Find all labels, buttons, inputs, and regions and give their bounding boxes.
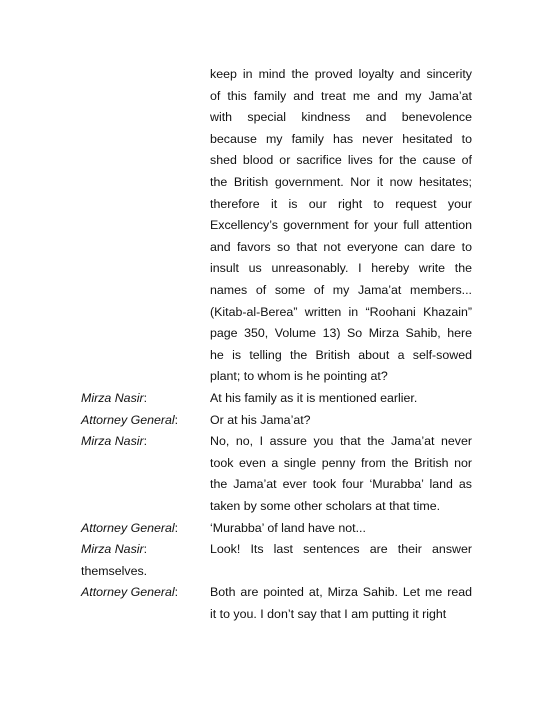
- passage-line: keep in mind the proved loyalty and sincerity: [210, 67, 472, 81]
- dialogue-transcript: [81, 388, 472, 626]
- speaker-label: [81, 431, 210, 453]
- passage-line: shed blood or sacrifice lives for the cause of: [210, 153, 472, 168]
- dialogue-entry: [81, 518, 472, 540]
- speech-text: [210, 518, 472, 540]
- speech-line: taken by some other scholars at that time.: [210, 498, 441, 513]
- speech-line: No, no, I assure you that the Jama’at never: [210, 434, 472, 449]
- passage-line: therefore it is our right to request your: [210, 196, 472, 211]
- speech-text: [210, 431, 472, 517]
- speech-line: the Jama’at ever took four ‘Murabba’ land as: [210, 477, 472, 492]
- passage-line: Excellency’s government for your full attention: [210, 218, 472, 233]
- speaker-colon: :: [174, 412, 179, 427]
- speaker-name: Mirza Nasir: [81, 391, 144, 405]
- speaker-name: Attorney General: [81, 585, 175, 600]
- speaker-colon: :: [143, 434, 148, 449]
- speaker-name: Mirza Nasir: [81, 434, 144, 449]
- dialogue-entry: [81, 410, 472, 432]
- dialogue-entry: [81, 431, 472, 517]
- speech-overflow-line: themselves.: [81, 563, 148, 578]
- speaker-colon: :: [143, 391, 148, 405]
- speech-line: Both are pointed at, Mirza Sahib. Let me read: [210, 585, 472, 600]
- passage-line: and favors so that not everyone can dare to: [210, 239, 472, 254]
- speaker-colon: :: [143, 542, 148, 557]
- speech-line: Look! Its last sentences are their answer: [210, 542, 472, 557]
- speaker-colon: :: [174, 520, 179, 535]
- speaker-name: Mirza Nasir: [81, 542, 144, 557]
- speech-line: took even a single penny from the British nor: [210, 455, 472, 470]
- dialogue-entry: [81, 388, 472, 410]
- speaker-colon: :: [174, 585, 179, 600]
- speaker-label: [81, 410, 210, 432]
- passage-line: the British government. Nor it now hesitates;: [210, 174, 472, 189]
- passage-line: with special kindness and benevolence: [210, 110, 472, 125]
- speech-text: [210, 539, 472, 561]
- quoted-passage-continuation: [210, 64, 472, 388]
- passage-line: because my family has never hesitated to: [210, 131, 472, 146]
- passage-line: page 350, Volume 13) So Mirza Sahib, here: [210, 326, 472, 341]
- speech-text: [210, 410, 472, 432]
- passage-line: (Kitab-al-Berea” written in “Roohani Khazain”: [210, 304, 472, 319]
- passage-line: names of some of my Jama’at members...: [210, 282, 472, 297]
- speech-text: [210, 388, 472, 410]
- dialogue-entry: [81, 539, 472, 561]
- speaker-name: Attorney General: [81, 412, 175, 427]
- passage-line: insult us unreasonably. I hereby write the: [210, 261, 472, 276]
- speech-line: At his family as it is mentioned earlier.: [210, 391, 418, 405]
- speaker-label: [81, 388, 210, 410]
- speaker-label: [81, 518, 210, 540]
- speaker-label: [81, 539, 210, 561]
- speech-line: it to you. I don’t say that I am putting it right: [210, 606, 447, 621]
- passage-line: of this family and treat me and my Jama’at: [210, 88, 472, 103]
- speech-line: Or at his Jama’at?: [210, 412, 311, 427]
- speaker-label: [81, 582, 210, 604]
- speech-text: [210, 582, 472, 625]
- speech-line: ‘Murabba’ of land have not...: [210, 520, 366, 535]
- speaker-name: Attorney General: [81, 520, 175, 535]
- dialogue-entry: [81, 582, 472, 625]
- passage-line: he is telling the British about a self-sowed: [210, 347, 472, 362]
- passage-line: plant; to whom is he pointing at?: [210, 369, 388, 384]
